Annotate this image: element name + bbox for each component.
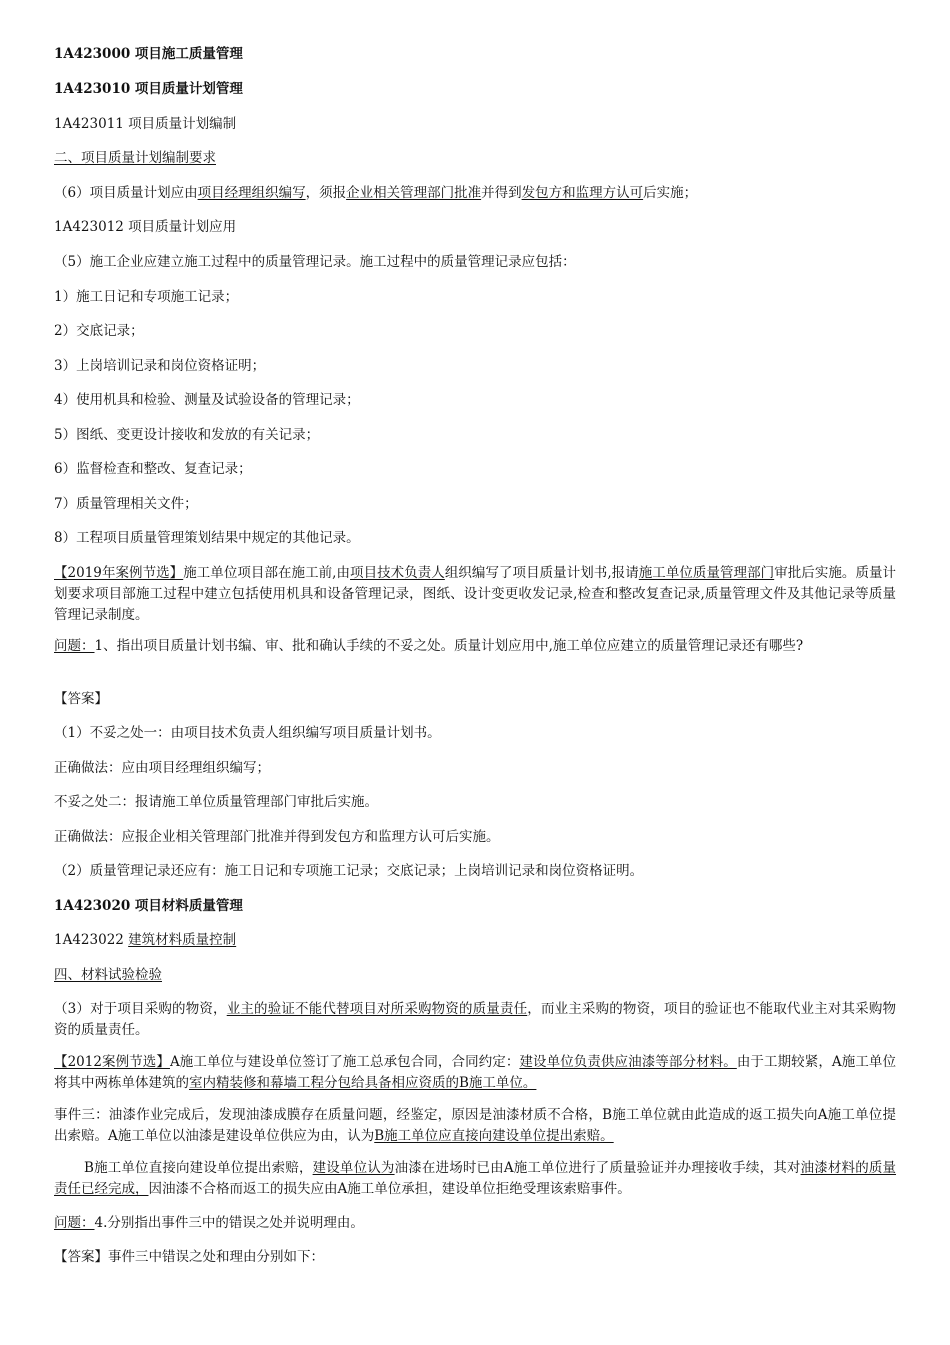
- list-item: 4）使用机具和检验、测量及试验设备的管理记录；: [54, 392, 360, 408]
- answer-line: 正确做法：应报企业相关管理部门批准并得到发包方和监理方认可后实施。: [54, 829, 500, 845]
- answer-line: 正确做法：应由项目经理组织编写；: [54, 760, 270, 776]
- subheading-1a423022: 1A423022 建筑材料质量控制: [54, 932, 237, 948]
- answer-label: 【答案】: [54, 691, 108, 707]
- list-item: 8）工程项目质量管理策划结果中规定的其他记录。: [54, 530, 360, 546]
- section-title-material-testing: 四、材料试验检验: [54, 967, 162, 983]
- heading-1a423010: 1A423010 项目质量计划管理: [54, 81, 243, 97]
- list-item: 7）质量管理相关文件；: [54, 496, 198, 512]
- list-item: 1）施工日记和专项施工记录；: [54, 289, 239, 305]
- case-2019-paragraph: 【2019年案例节选】施工单位项目部在施工前,由项目技术负责人组织编写了项目质量计划书,报请施工单位质量管理部门审批后实施。质量计划要求项目部施工过程中建立包括使用机具和设备管理记录，图纸、设计变更收发记录,检查和整改复查记录,质量管理文件及其他记录等质量管理记录制度。: [54, 565, 897, 623]
- heading-1a423020: 1A423020 项目材料质量管理: [54, 898, 243, 914]
- section-title-plan-requirements: 二、项目质量计划编制要求: [54, 150, 216, 166]
- list-item: 6）监督检查和整改、复查记录；: [54, 461, 252, 477]
- list-item: 5）图纸、变更设计接收和发放的有关记录；: [54, 427, 320, 443]
- paragraph-item-3: （3）对于项目采购的物资，业主的验证不能代替项目对所采购物资的质量责任，而业主采购的物资，项目的验证也不能取代业主对其采购物资的质量责任。: [54, 1001, 897, 1038]
- question-4: 问题：4.分别指出事件三中的错误之处并说明理由。: [54, 1215, 364, 1231]
- paragraph-item-6: （6）项目质量计划应由项目经理组织编写，须报企业相关管理部门批准并得到发包方和监理方认可后实施；: [54, 185, 698, 201]
- list-item: 3）上岗培训记录和岗位资格证明；: [54, 358, 266, 374]
- answer-2: 【答案】事件三中错误之处和理由分别如下：: [54, 1249, 324, 1265]
- subheading-1a423011: 1A423011 项目质量计划编制: [54, 116, 237, 132]
- heading-1a423000: 1A423000 项目施工质量管理: [54, 46, 243, 62]
- case-2012-paragraph: 【2012案例节选】A施工单位与建设单位签订了施工总承包合同，合同约定：建设单位负责供应油漆等部分材料。由于工期较紧，A施工单位将其中两栋单体建筑的室内精装修和幕墙工程分包给具备相应资质的B施工单位。: [54, 1054, 897, 1091]
- answer-line: 不妥之处二：报请施工单位质量管理部门审批后实施。: [54, 794, 378, 810]
- event-3-claim-paragraph: B施工单位直接向建设单位提出索赔，建设单位认为油漆在进场时已由A施工单位进行了质量验证并办理接收手续，其对油漆材料的质量责任已经完成，因油漆不合格而返工的损失应由A施工单位承担，建设单位拒绝受理该索赔事件。: [54, 1160, 897, 1197]
- paragraph-item-5: （5）施工企业应建立施工过程中的质量管理记录。施工过程中的质量管理记录应包括：: [54, 254, 576, 270]
- list-item: 2）交底记录；: [54, 323, 144, 339]
- event-3-paragraph: 事件三：油漆作业完成后，发现油漆成膜存在质量问题，经鉴定，原因是油漆材质不合格，B施工单位就由此造成的返工损失向A施工单位提出索赔。A施工单位以油漆是建设单位供应为由，认为B施工单位应直接向建设单位提出索赔。: [54, 1107, 896, 1144]
- subheading-1a423012: 1A423012 项目质量计划应用: [54, 219, 237, 235]
- question-1: 问题：1、指出项目质量计划书编、审、批和确认手续的不妥之处。质量计划应用中,施工单位应建立的质量管理记录还有哪些?: [54, 638, 804, 654]
- answer-line: （2）质量管理记录还应有：施工日记和专项施工记录；交底记录；上岗培训记录和岗位资格证明。: [54, 863, 644, 879]
- answer-line: （1）不妥之处一：由项目技术负责人组织编写项目质量计划书。: [54, 725, 441, 741]
